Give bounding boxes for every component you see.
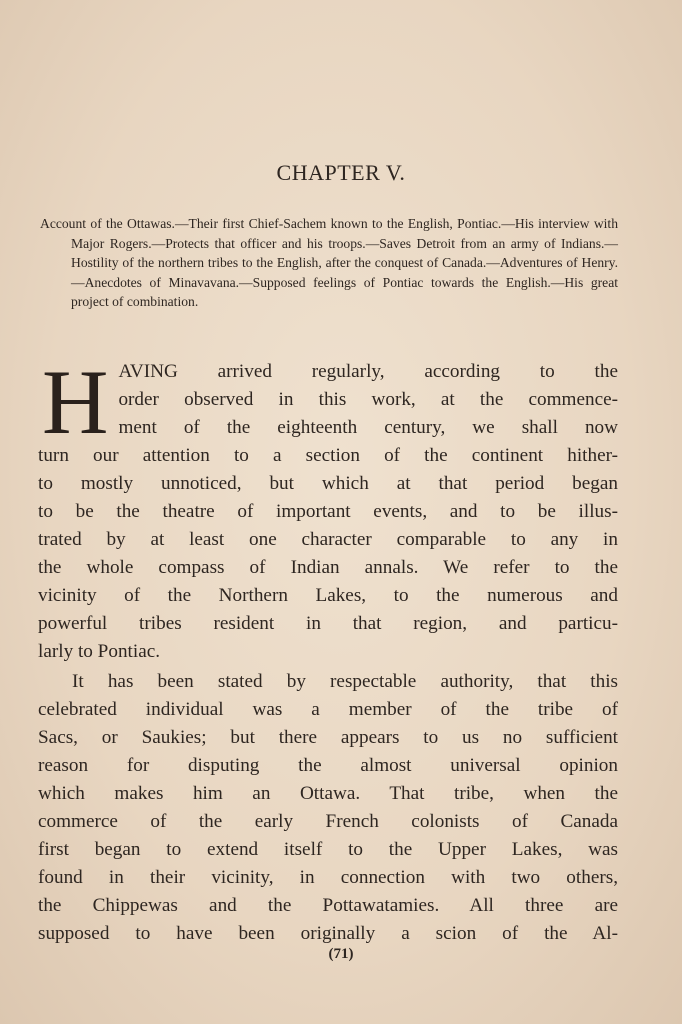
chapter-title: CHAPTER V. [276,160,406,185]
text-line: first began to extend itself to the Upper Lakes, was [38,839,618,860]
text-line: which makes him an Ottawa. That tribe, when the [38,783,618,804]
paragraph-1 [38,351,618,666]
text-line: to mostly unnoticed, but which at that period began [38,473,618,494]
text-line: trated by at least one character comparable to any in [38,529,618,550]
text-line: Sacs, or Saukies; but there appears to us no sufficient [38,727,618,748]
text-line: celebrated individual was a member of the tribe of [38,699,618,720]
text-line: vicinity of the Northern Lakes, to the numerous and [38,585,618,606]
page-number: (71) [328,946,354,962]
text-line: ment of the eighteenth century, we shall now [118,417,618,438]
chapter-summary: Account of the Ottawas.—Their first Chief-Sachem known to the English, Pontiac.—His interview with Major Rogers.—Protects that officer and his troops.—Saves Detroit from an army of Indians.—Hostility of the northern tribes to the English, after the conquest of Canada.—Adventures of Henry.—Anecdotes of Minavavana.—Supposed feelings of Pontiac towards the English.—His great project of combination. [40,216,618,309]
text-line: turn our attention to a section of the continent hither- [38,445,618,466]
text-line: supposed to have been originally a scion of the Al- [38,923,618,944]
text-line: It has been stated by respectable authority, that this [72,671,618,692]
text-line: powerful tribes resident in that region, and particu- [38,613,618,634]
text-line: commerce of the early French colonists of Canada [38,811,618,832]
text-line: AVING arrived regularly, according to the [118,361,618,382]
drop-cap: H [42,351,109,453]
text-line: found in their vicinity, in connection with two others, [38,867,618,888]
text-line: larly to Pontiac. [38,641,161,662]
text-line: reason for disputing the almost universal opinion [38,755,618,776]
text-line: order observed in this work, at the commence- [118,389,618,410]
text-line: to be the theatre of important events, and to be illus- [38,501,618,522]
paragraph-2 [38,668,618,948]
body-text [38,351,618,948]
text-line: the Chippewas and the Pottawatamies. All three are [38,895,618,916]
text-line: the whole compass of Indian annals. We refer to the [38,557,618,578]
